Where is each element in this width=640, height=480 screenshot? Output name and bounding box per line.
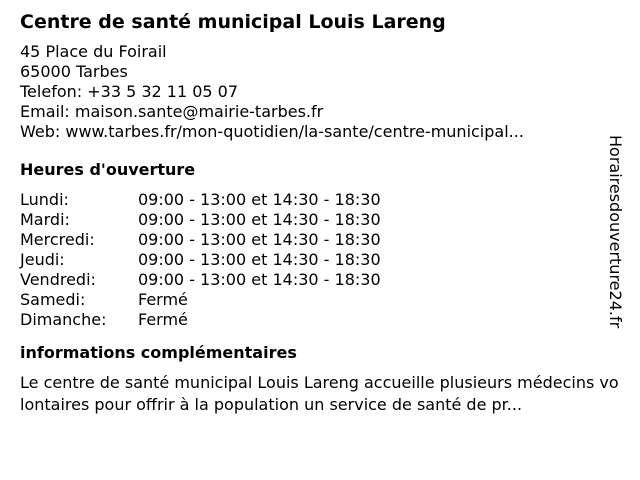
hours-row bbox=[20, 250, 381, 270]
web-line[interactable]: Web: www.tarbes.fr/mon-quotidien/la-sante/centre-municipal... bbox=[20, 122, 524, 141]
hours-day: Lundi: bbox=[20, 190, 69, 209]
hours-day: Mardi: bbox=[20, 210, 70, 229]
hours-time: 09:00 - 13:00 et 14:30 - 18:30 bbox=[138, 190, 381, 209]
hours-heading: Heures d'ouverture bbox=[20, 160, 196, 179]
email-line[interactable]: Email: maison.sante@mairie-tarbes.fr bbox=[20, 102, 324, 121]
address-city: 65000 Tarbes bbox=[20, 62, 128, 81]
hours-time: 09:00 - 13:00 et 14:30 - 18:30 bbox=[138, 230, 381, 249]
info-heading: informations complémentaires bbox=[20, 343, 297, 362]
hours-day: Samedi: bbox=[20, 290, 86, 309]
hours-day: Vendredi: bbox=[20, 270, 96, 289]
hours-time: 09:00 - 13:00 et 14:30 - 18:30 bbox=[138, 250, 381, 269]
hours-day: Mercredi: bbox=[20, 230, 95, 249]
phone-line[interactable]: Telefon: +33 5 32 11 05 07 bbox=[20, 82, 239, 101]
hours-row bbox=[20, 230, 381, 250]
hours-time: Fermé bbox=[138, 310, 188, 329]
address-street: 45 Place du Foirail bbox=[20, 42, 167, 61]
hours-row bbox=[20, 190, 381, 210]
hours-row bbox=[20, 310, 381, 330]
hours-day: Dimanche: bbox=[20, 310, 107, 329]
hours-time: 09:00 - 13:00 et 14:30 - 18:30 bbox=[138, 210, 381, 229]
hours-row bbox=[20, 270, 381, 290]
hours-time: Fermé bbox=[138, 290, 188, 309]
info-description: Le centre de santé municipal Louis Lareng accueille plusieurs médecins volontaires pour offrir à la population un service de santé de pr... bbox=[20, 373, 619, 414]
hours-time: 09:00 - 13:00 et 14:30 - 18:30 bbox=[138, 270, 381, 289]
hours-table bbox=[20, 190, 381, 330]
hours-row bbox=[20, 210, 381, 230]
site-watermark[interactable]: Horairesdouverture24.fr bbox=[606, 135, 625, 329]
hours-row bbox=[20, 290, 381, 310]
hours-day: Jeudi: bbox=[20, 250, 65, 269]
page-title: Centre de santé municipal Louis Lareng bbox=[20, 11, 446, 33]
